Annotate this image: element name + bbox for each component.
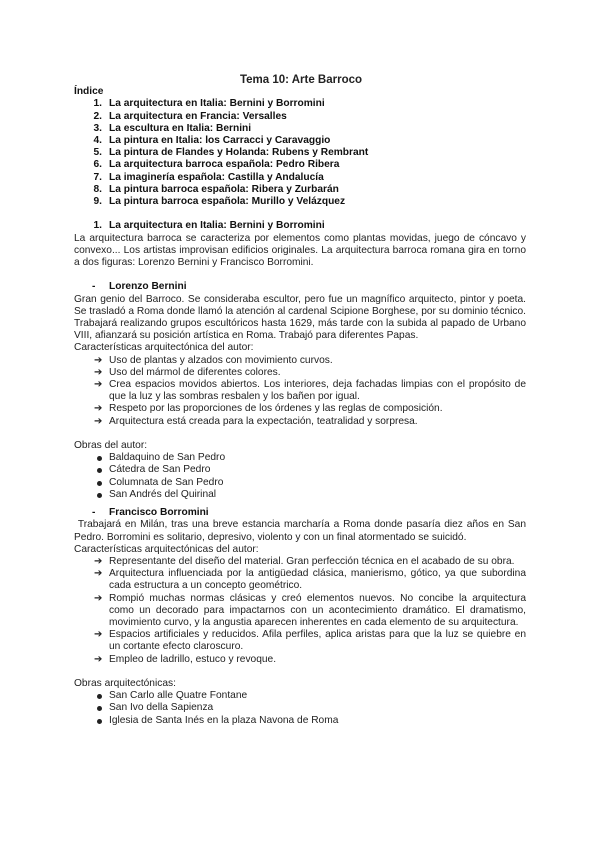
item-text: Crea espacios movidos abiertos. Los interiores, deja fachadas limpias con el propósito de que la luz y las sombras resbalen y los bañen por igual. bbox=[109, 379, 526, 403]
work-item bbox=[74, 702, 526, 714]
arrow-icon: ➔ bbox=[94, 653, 103, 665]
work-item bbox=[74, 477, 526, 489]
work-item bbox=[74, 452, 526, 464]
item-text: San Ivo della Sapienza bbox=[109, 702, 214, 714]
borromini-works-label: Obras arquitectónicas: bbox=[74, 678, 176, 690]
index-item bbox=[74, 98, 526, 110]
borromini-heading bbox=[74, 507, 526, 519]
item-text: La escultura en Italia: Bernini bbox=[109, 122, 252, 134]
index-item bbox=[74, 111, 526, 123]
item-number: 1. bbox=[93, 98, 102, 110]
feature-item bbox=[74, 654, 526, 666]
bullet-icon bbox=[97, 706, 102, 711]
borromini-features-label: Características arquitectónicas del autor: bbox=[74, 543, 259, 555]
item-text: La arquitectura en Italia: Bernini y Borromini bbox=[109, 98, 325, 110]
document-page bbox=[74, 74, 529, 727]
heading-text: Lorenzo Bernini bbox=[109, 281, 187, 293]
work-item bbox=[74, 715, 526, 727]
item-text: Respeto por las proporciones de los órdenes y las reglas de composición. bbox=[109, 403, 443, 415]
arrow-icon: ➔ bbox=[94, 379, 103, 391]
arrow-icon: ➔ bbox=[94, 556, 103, 568]
item-number: 2. bbox=[93, 110, 102, 122]
feature-item bbox=[74, 416, 526, 428]
item-text: La pintura en Italia: los Carracci y Caravaggio bbox=[109, 135, 331, 147]
item-text: Uso del mármol de diferentes colores. bbox=[109, 366, 281, 378]
borromini-works-list bbox=[74, 690, 526, 727]
item-text: Arquitectura influenciada por la antigüedad clásica, manierismo, gótico, ya que subordina cada estructura a un concepto geométrico. bbox=[109, 568, 526, 592]
item-number: 9. bbox=[93, 196, 102, 208]
bullet-icon bbox=[97, 456, 102, 461]
item-text: La arquitectura barroca española: Pedro Ribera bbox=[109, 159, 340, 171]
dash-marker: - bbox=[92, 281, 96, 293]
item-text: Rompió muchas normas clásicas y creó elementos nuevos. No concibe la arquitectura como un decorado para impactarnos con un acontecimiento dramático. El dramatismo, movimiento curvo, y la angustia aparecen inherentes en cada elemento de su arquitectura. bbox=[109, 592, 526, 629]
item-text: San Andrés del Quirinal bbox=[109, 488, 217, 500]
index-item bbox=[74, 184, 526, 196]
index-item bbox=[74, 123, 526, 135]
arrow-icon: ➔ bbox=[94, 568, 103, 580]
item-number: 7. bbox=[93, 171, 102, 183]
item-text: Uso de plantas y alzados con movimiento curvos. bbox=[109, 354, 333, 366]
item-text: San Carlo alle Quatre Fontane bbox=[109, 690, 248, 702]
bernini-works-label: Obras del autor: bbox=[74, 440, 148, 452]
item-text: Representante del diseño del material. Gran perfección técnica en el acabado de su obra. bbox=[109, 556, 515, 568]
feature-item bbox=[74, 556, 526, 568]
index-item bbox=[74, 196, 526, 208]
bullet-icon bbox=[97, 493, 102, 498]
item-text: Baldaquino de San Pedro bbox=[109, 452, 226, 464]
index-item bbox=[74, 135, 526, 147]
item-number: 3. bbox=[93, 122, 102, 134]
bullet-icon bbox=[97, 468, 102, 473]
item-text: Columnata de San Pedro bbox=[109, 476, 224, 488]
section-intro: La arquitectura barroca se caracteriza por elementos como plantas movidas, juego de cóncavo y convexo... Los artistas improvisan edificios originales. La arquitectura barroca romana gira en torno a dos figuras: Lorenzo Bernini y Francisco Borromini. bbox=[74, 232, 526, 269]
bernini-bio: Gran genio del Barroco. Se consideraba escultor, pero fue un magnífico arquitecto, pintor y poeta. Se trasladó a Roma donde llamó la atención al cardenal Scipione Borghese, por su dominio técnico. Trabajará realizando grupos escultóricos hasta 1629, más tarde con la subida al papado de Urbano VIII, afianzará su posición artística en Roma. Trabajó para diferentes Papas. bbox=[74, 293, 526, 342]
work-item bbox=[74, 489, 526, 501]
arrow-icon: ➔ bbox=[94, 592, 103, 604]
index-item bbox=[74, 172, 526, 184]
item-number: 5. bbox=[93, 147, 102, 159]
borromini-bio: Trabajará en Milán, tras una breve estancia marcharía a Roma donde pasaría diez años en San Pedro. Borromini es solitario, depresivo, violento y con un final atormentado se suicidó. bbox=[74, 519, 529, 543]
arrow-icon: ➔ bbox=[94, 403, 103, 415]
arrow-icon: ➔ bbox=[94, 354, 103, 366]
feature-item bbox=[74, 568, 526, 592]
item-text: Espacios artificiales y reducidos. Afila perfiles, aplica aristas para que la luz se quiebre en un cortante efecto claroscuro. bbox=[109, 629, 526, 653]
item-text: La pintura barroca española: Murillo y Velázquez bbox=[109, 196, 346, 208]
item-text: Empleo de ladrillo, estuco y revoque. bbox=[109, 653, 277, 665]
arrow-icon: ➔ bbox=[94, 366, 103, 378]
section-1-heading bbox=[74, 220, 526, 232]
feature-item bbox=[74, 355, 526, 367]
bernini-heading bbox=[74, 281, 526, 293]
item-text: La pintura de Flandes y Holanda: Rubens y Rembrant bbox=[109, 147, 369, 159]
bernini-features-label: Características arquitectónica del autor: bbox=[74, 342, 254, 354]
item-text: La pintura barroca española: Ribera y Zurbarán bbox=[109, 183, 339, 195]
bullet-icon bbox=[97, 481, 102, 486]
feature-item bbox=[74, 593, 526, 630]
index-item bbox=[74, 147, 526, 159]
index-label: Índice bbox=[74, 86, 104, 98]
section-number: 1. bbox=[93, 220, 102, 232]
feature-item bbox=[74, 367, 526, 379]
feature-item bbox=[74, 403, 526, 415]
item-text: Arquitectura está creada para la expectación, teatralidad y sorpresa. bbox=[109, 415, 418, 427]
section-heading bbox=[74, 220, 526, 232]
bernini-features-list bbox=[74, 355, 526, 428]
section-title: La arquitectura en Italia: Bernini y Borromini bbox=[109, 220, 325, 232]
item-number: 4. bbox=[93, 135, 102, 147]
item-text: La arquitectura en Francia: Versalles bbox=[109, 110, 287, 122]
item-text: La imaginería española: Castilla y Andalucía bbox=[109, 171, 324, 183]
bernini-works-list bbox=[74, 452, 526, 501]
feature-item bbox=[74, 379, 526, 403]
arrow-icon: ➔ bbox=[94, 415, 103, 427]
item-number: 8. bbox=[93, 183, 102, 195]
work-item bbox=[74, 690, 526, 702]
work-item bbox=[74, 464, 526, 476]
item-text: Iglesia de Santa Inés en la plaza Navona de Roma bbox=[109, 714, 339, 726]
borromini-features-list bbox=[74, 556, 526, 666]
arrow-icon: ➔ bbox=[94, 629, 103, 641]
document-title: Tema 10: Arte Barroco bbox=[239, 74, 363, 86]
item-text: Cátedra de San Pedro bbox=[109, 464, 211, 476]
index-list bbox=[74, 98, 526, 208]
item-number: 6. bbox=[93, 159, 102, 171]
feature-item bbox=[74, 629, 526, 653]
bullet-icon bbox=[97, 694, 102, 699]
heading-text: Francisco Borromini bbox=[109, 507, 209, 519]
index-item bbox=[74, 159, 526, 171]
bullet-icon bbox=[97, 719, 102, 724]
dash-marker: - bbox=[92, 507, 96, 519]
